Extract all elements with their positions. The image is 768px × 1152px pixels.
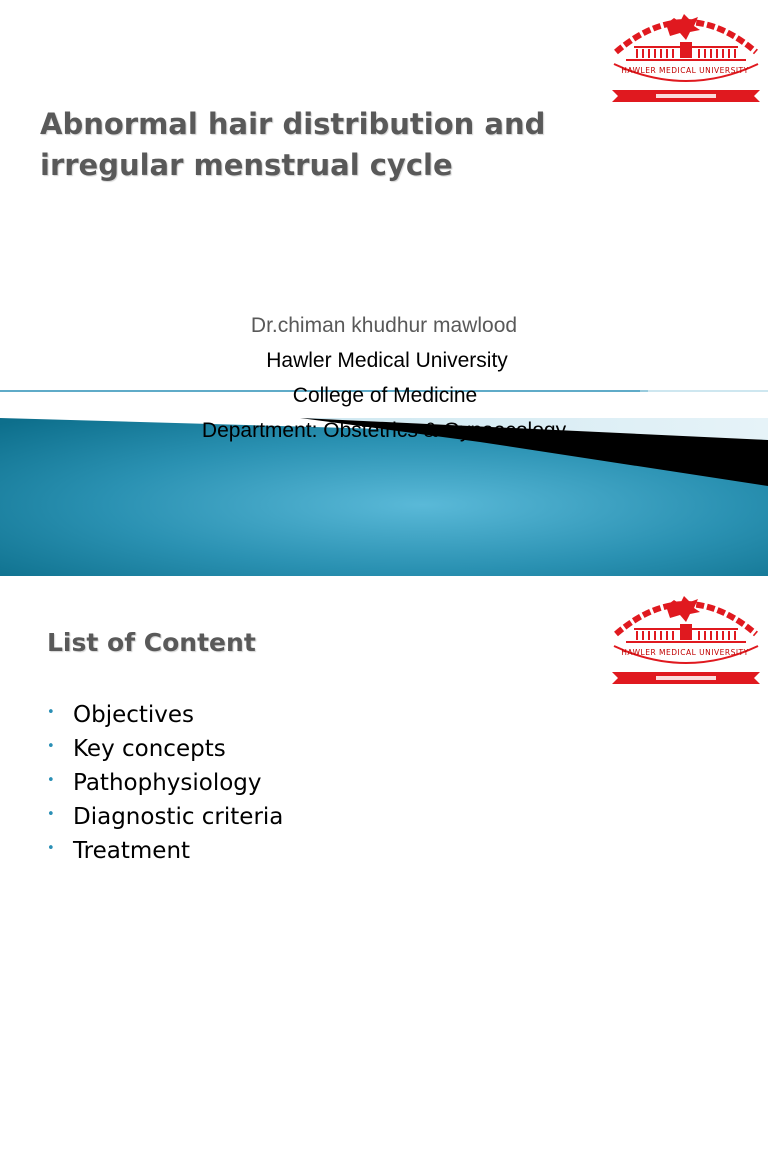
bullet-icon: • [47,773,55,788]
bullet-icon: • [47,807,55,822]
list-item: • Key concepts [47,736,226,762]
bullet-icon: • [47,841,55,856]
content-list [47,702,283,872]
hawler-medical-university-logo [606,584,766,694]
list-item: • Treatment [47,838,191,864]
hawler-medical-university-logo [606,2,766,112]
list-item: • Diagnostic criteria [47,804,284,830]
university-line: Hawler Medical University [266,349,508,372]
logo-university-text: HAWLER MEDICAL UNIVERSITY [621,648,749,657]
department-line: Department: Obstetrics & Gynaecology [201,419,567,442]
content-slide [0,576,768,1152]
bullet-icon: • [47,739,55,754]
logo-university-text: HAWLER MEDICAL UNIVERSITY [621,66,749,75]
bullet-icon: • [47,705,55,720]
slide-title: Abnormal hair distribution and irregular menstrual cycle [40,107,546,182]
slide-title: List of Content [47,628,256,657]
list-item: • Pathophysiology [47,770,262,796]
college-line: College of Medicine [292,384,478,407]
author-name: Dr.chiman khudhur mawlood [250,314,518,337]
subtitle-block [0,308,768,448]
list-item: • Objectives [47,702,195,728]
